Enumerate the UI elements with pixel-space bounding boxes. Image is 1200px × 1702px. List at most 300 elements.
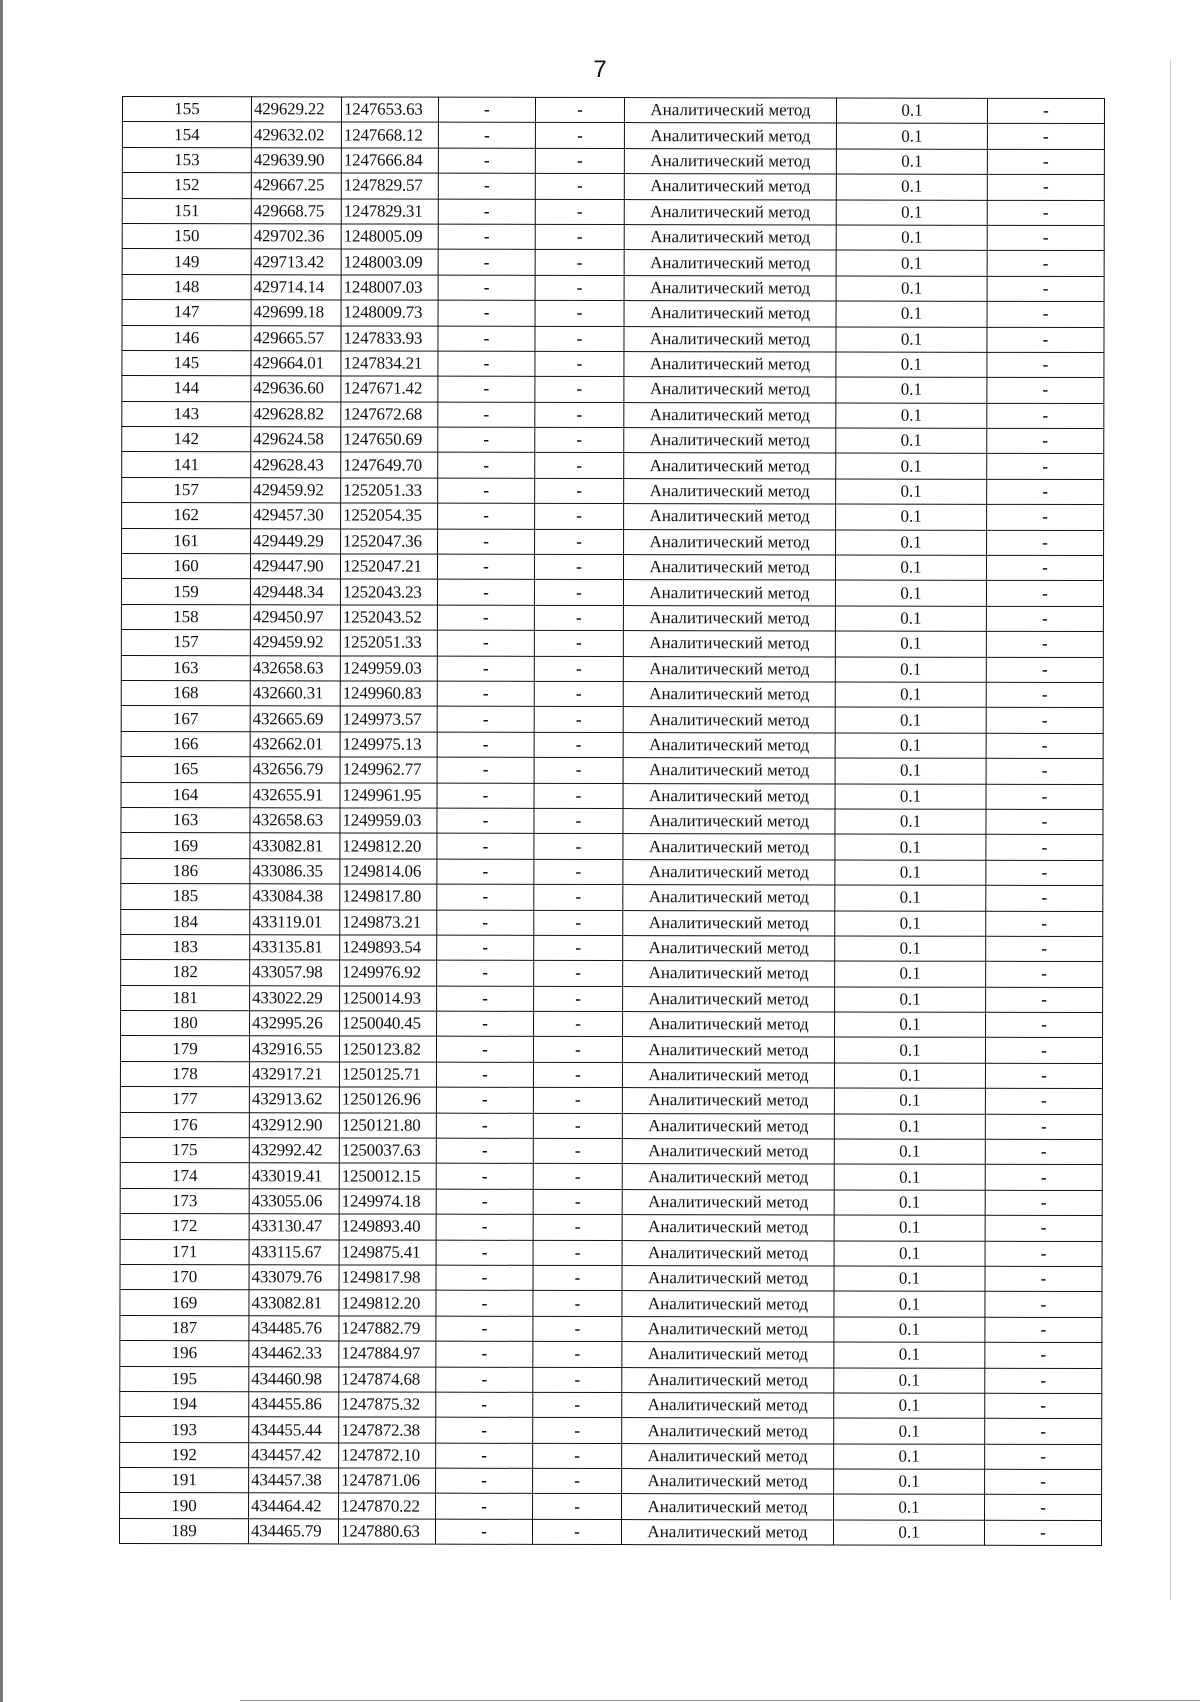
table-row <box>120 1087 1102 1114</box>
point-number-cell: 187 <box>120 1315 249 1341</box>
method-cell: Аналитический метод <box>623 859 835 885</box>
dash-cell: - <box>535 148 624 174</box>
x-coordinate-cell: 432665.69 <box>250 706 340 732</box>
method-cell: Аналитический метод <box>624 504 836 530</box>
table-row <box>121 731 1103 758</box>
method-cell: Аналитический метод <box>624 478 836 504</box>
table-row <box>120 1264 1102 1291</box>
accuracy-cell: 0.1 <box>834 1215 985 1241</box>
dash-cell: - <box>436 1189 533 1215</box>
point-number-cell: 175 <box>120 1138 249 1164</box>
y-coordinate-cell: 1247650.69 <box>341 427 438 453</box>
y-coordinate-cell: 1252051.33 <box>341 478 438 504</box>
y-coordinate-cell: 1249975.13 <box>340 732 437 758</box>
x-coordinate-cell: 433057.98 <box>250 960 340 986</box>
x-coordinate-cell: 432995.26 <box>250 1011 340 1037</box>
dash-cell: - <box>987 276 1104 302</box>
method-cell: Аналитический метод <box>622 1240 834 1266</box>
x-coordinate-cell: 432913.62 <box>249 1087 339 1113</box>
dash-cell: - <box>985 1089 1102 1115</box>
accuracy-cell: 0.1 <box>836 403 987 429</box>
y-coordinate-cell: 1249959.03 <box>340 656 437 682</box>
dash-cell: - <box>436 1164 533 1190</box>
point-number-cell: 172 <box>120 1214 249 1240</box>
y-coordinate-cell: 1250012.15 <box>339 1163 436 1189</box>
dash-cell: - <box>436 1494 533 1520</box>
dash-cell: - <box>534 808 623 834</box>
x-coordinate-cell: 429459.92 <box>250 630 340 656</box>
table-row <box>122 401 1104 428</box>
dash-cell: - <box>438 224 535 250</box>
dash-cell: - <box>438 173 535 199</box>
accuracy-cell: 0.1 <box>834 1494 985 1520</box>
dash-cell: - <box>534 834 623 860</box>
x-coordinate-cell: 429664.01 <box>251 351 341 377</box>
y-coordinate-cell: 1249817.98 <box>339 1265 436 1291</box>
table-row <box>122 97 1104 124</box>
y-coordinate-cell: 1247653.63 <box>341 97 438 123</box>
y-coordinate-cell: 1247875.32 <box>339 1392 436 1418</box>
accuracy-cell: 0.1 <box>833 1520 984 1546</box>
dash-cell: - <box>985 1114 1102 1140</box>
table-row <box>120 1188 1102 1215</box>
table-row <box>122 477 1104 504</box>
table-row <box>120 1239 1102 1266</box>
x-coordinate-cell: 429628.43 <box>251 452 341 478</box>
dash-cell: - <box>533 1088 622 1114</box>
dash-cell: - <box>986 733 1103 759</box>
method-cell: Аналитический метод <box>622 1494 834 1520</box>
dash-cell: - <box>438 402 535 428</box>
method-cell: Аналитический метод <box>622 1469 834 1495</box>
method-cell: Аналитический метод <box>624 529 836 555</box>
method-cell: Аналитический метод <box>624 453 836 479</box>
x-coordinate-cell: 429713.42 <box>251 249 341 275</box>
dash-cell: - <box>986 581 1103 607</box>
x-coordinate-cell: 433079.76 <box>249 1265 339 1291</box>
dash-cell: - <box>986 758 1103 784</box>
x-coordinate-cell: 429639.90 <box>251 148 341 174</box>
y-coordinate-cell: 1249817.80 <box>340 884 437 910</box>
page-edge-right <box>1170 60 1171 1600</box>
method-cell: Аналитический метод <box>624 326 836 352</box>
y-coordinate-cell: 1248003.09 <box>341 249 438 275</box>
table-row <box>122 452 1104 479</box>
dash-cell: - <box>437 554 534 580</box>
accuracy-cell: 0.1 <box>835 784 986 810</box>
dash-cell: - <box>437 808 534 834</box>
table-row <box>122 427 1104 454</box>
method-cell: Аналитический метод <box>623 682 835 708</box>
x-coordinate-cell: 434462.33 <box>249 1341 339 1367</box>
accuracy-cell: 0.1 <box>835 733 986 759</box>
dash-cell: - <box>438 123 535 149</box>
page-edge-bottom <box>240 1700 1200 1701</box>
y-coordinate-cell: 1252054.35 <box>341 503 438 529</box>
dash-cell: - <box>436 1240 533 1266</box>
dash-cell: - <box>533 1291 622 1317</box>
y-coordinate-cell: 1248005.09 <box>341 224 438 250</box>
accuracy-cell: 0.1 <box>835 682 986 708</box>
point-number-cell: 193 <box>120 1417 249 1443</box>
dash-cell: - <box>535 529 624 555</box>
dash-cell: - <box>984 1520 1101 1546</box>
table-row <box>120 1036 1102 1063</box>
x-coordinate-cell: 433115.67 <box>249 1239 339 1265</box>
dash-cell: - <box>438 453 535 479</box>
dash-cell: - <box>986 987 1103 1013</box>
x-coordinate-cell: 432916.55 <box>249 1036 339 1062</box>
accuracy-cell: 0.1 <box>835 580 986 606</box>
point-number-cell: 142 <box>122 427 251 453</box>
method-cell: Аналитический метод <box>622 1113 834 1139</box>
dash-cell: - <box>535 351 624 377</box>
point-number-cell: 185 <box>121 884 250 910</box>
y-coordinate-cell: 1249893.54 <box>340 935 437 961</box>
page-number: 7 <box>593 56 607 83</box>
dash-cell: - <box>436 1113 533 1139</box>
dash-cell: - <box>533 1240 622 1266</box>
table-row <box>121 680 1103 707</box>
x-coordinate-cell: 432662.01 <box>250 732 340 758</box>
accuracy-cell: 0.1 <box>835 555 986 581</box>
table-row <box>121 884 1103 911</box>
y-coordinate-cell: 1249873.21 <box>340 909 437 935</box>
accuracy-cell: 0.1 <box>836 225 987 251</box>
accuracy-cell: 0.1 <box>836 250 987 276</box>
dash-cell: - <box>533 1113 622 1139</box>
method-cell: Аналитический метод <box>622 1088 834 1114</box>
x-coordinate-cell: 429702.36 <box>251 224 341 250</box>
x-coordinate-cell: 432912.90 <box>249 1112 339 1138</box>
accuracy-cell: 0.1 <box>835 834 986 860</box>
table-row <box>122 198 1104 225</box>
dash-cell: - <box>985 1241 1102 1267</box>
dash-cell: - <box>987 403 1104 429</box>
x-coordinate-cell: 433130.47 <box>249 1214 339 1240</box>
method-cell: Аналитический метод <box>622 1266 834 1292</box>
method-cell: Аналитический метод <box>622 1443 834 1469</box>
dash-cell: - <box>986 911 1103 937</box>
point-number-cell: 143 <box>122 401 251 427</box>
table-row <box>122 122 1104 149</box>
accuracy-cell: 0.1 <box>834 1114 985 1140</box>
accuracy-cell: 0.1 <box>834 1291 985 1317</box>
table-row <box>122 274 1104 301</box>
point-number-cell: 146 <box>122 325 251 351</box>
point-number-cell: 169 <box>121 833 250 859</box>
dash-cell: - <box>437 960 534 986</box>
dash-cell: - <box>437 757 534 783</box>
dash-cell: - <box>986 860 1103 886</box>
accuracy-cell: 0.1 <box>834 1088 985 1114</box>
accuracy-cell: 0.1 <box>835 631 986 657</box>
point-number-cell: 162 <box>122 503 251 529</box>
point-number-cell: 173 <box>120 1188 249 1214</box>
dash-cell: - <box>437 1011 534 1037</box>
accuracy-cell: 0.1 <box>836 301 987 327</box>
y-coordinate-cell: 1249812.20 <box>340 833 437 859</box>
dash-cell: - <box>534 758 623 784</box>
x-coordinate-cell: 434455.44 <box>249 1417 339 1443</box>
method-cell: Аналитический метод <box>623 732 835 758</box>
table-row <box>120 1112 1102 1139</box>
accuracy-cell: 0.1 <box>835 860 986 886</box>
dash-cell: - <box>438 300 535 326</box>
method-cell: Аналитический метод <box>623 656 835 682</box>
method-cell: Аналитический метод <box>621 1519 833 1545</box>
dash-cell: - <box>987 479 1104 505</box>
y-coordinate-cell: 1249960.83 <box>340 681 437 707</box>
y-coordinate-cell: 1247870.22 <box>339 1493 436 1519</box>
point-number-cell: 181 <box>121 985 250 1011</box>
table-row <box>121 858 1103 885</box>
method-cell: Аналитический метод <box>623 1012 835 1038</box>
dash-cell: - <box>437 884 534 910</box>
accuracy-cell: 0.1 <box>836 200 987 226</box>
method-cell: Аналитический метод <box>622 1139 834 1165</box>
table-row <box>121 960 1103 987</box>
dash-cell: - <box>987 454 1104 480</box>
dash-cell: - <box>437 630 534 656</box>
accuracy-cell: 0.1 <box>836 352 987 378</box>
accuracy-cell: 0.1 <box>836 327 987 353</box>
accuracy-cell: 0.1 <box>834 1241 985 1267</box>
dash-cell: - <box>534 859 623 885</box>
dash-cell: - <box>987 378 1104 404</box>
table-row <box>122 249 1104 276</box>
dash-cell: - <box>436 1265 533 1291</box>
x-coordinate-cell: 432660.31 <box>250 681 340 707</box>
dash-cell: - <box>533 1316 622 1342</box>
method-cell: Аналитический метод <box>624 98 836 124</box>
table-row <box>120 1417 1102 1444</box>
accuracy-cell: 0.1 <box>835 885 986 911</box>
x-coordinate-cell: 433086.35 <box>250 858 340 884</box>
y-coordinate-cell: 1247871.06 <box>339 1468 436 1494</box>
dash-cell: - <box>987 352 1104 378</box>
table-body <box>119 97 1104 1546</box>
method-cell: Аналитический метод <box>622 1418 834 1444</box>
dash-cell: - <box>985 1495 1102 1521</box>
table-row <box>119 1518 1101 1545</box>
y-coordinate-cell: 1252043.23 <box>340 579 437 605</box>
dash-cell: - <box>987 251 1104 277</box>
dash-cell: - <box>987 124 1104 150</box>
dash-cell: - <box>437 833 534 859</box>
y-coordinate-cell: 1249962.77 <box>340 757 437 783</box>
dash-cell: - <box>986 555 1103 581</box>
dash-cell: - <box>533 1164 622 1190</box>
table-row <box>120 1163 1102 1190</box>
dash-cell: - <box>534 910 623 936</box>
y-coordinate-cell: 1250014.93 <box>340 986 437 1012</box>
point-number-cell: 167 <box>121 706 250 732</box>
y-coordinate-cell: 1247872.10 <box>339 1443 436 1469</box>
method-cell: Аналитический метод <box>624 199 836 225</box>
dash-cell: - <box>438 376 535 402</box>
accuracy-cell: 0.1 <box>834 1139 985 1165</box>
dash-cell: - <box>534 631 623 657</box>
table-row <box>121 934 1103 961</box>
x-coordinate-cell: 432992.42 <box>249 1138 339 1164</box>
x-coordinate-cell: 429699.18 <box>251 300 341 326</box>
dash-cell: - <box>534 580 623 606</box>
table-row <box>120 1214 1102 1241</box>
dash-cell: - <box>436 1367 533 1393</box>
x-coordinate-cell: 432655.91 <box>250 782 340 808</box>
method-cell: Аналитический метод <box>624 225 836 251</box>
method-cell: Аналитический метод <box>623 758 835 784</box>
point-number-cell: 152 <box>122 173 251 199</box>
dash-cell: - <box>437 656 534 682</box>
table-row <box>120 1391 1102 1418</box>
y-coordinate-cell: 1252043.52 <box>340 605 437 631</box>
point-number-cell: 177 <box>120 1087 249 1113</box>
point-number-cell: 186 <box>121 858 250 884</box>
y-coordinate-cell: 1249961.95 <box>340 783 437 809</box>
point-number-cell: 178 <box>120 1061 249 1087</box>
dash-cell: - <box>986 682 1103 708</box>
y-coordinate-cell: 1247671.42 <box>341 376 438 402</box>
y-coordinate-cell: 1247874.68 <box>339 1366 436 1392</box>
accuracy-cell: 0.1 <box>836 98 987 124</box>
table-row <box>121 579 1103 606</box>
table-row <box>121 604 1103 631</box>
table-row <box>121 1011 1103 1038</box>
y-coordinate-cell: 1249974.18 <box>339 1189 436 1215</box>
point-number-cell: 183 <box>121 934 250 960</box>
method-cell: Аналитический метод <box>624 402 836 428</box>
dash-cell: - <box>534 961 623 987</box>
method-cell: Аналитический метод <box>622 1342 834 1368</box>
point-number-cell: 191 <box>120 1468 249 1494</box>
y-coordinate-cell: 1247882.79 <box>339 1316 436 1342</box>
dash-cell: - <box>986 606 1103 632</box>
x-coordinate-cell: 429665.57 <box>251 325 341 351</box>
accuracy-cell: 0.1 <box>836 504 987 530</box>
dash-cell: - <box>533 1494 622 1520</box>
y-coordinate-cell: 1247880.63 <box>338 1519 435 1545</box>
dash-cell: - <box>436 1316 533 1342</box>
x-coordinate-cell: 433022.29 <box>250 985 340 1011</box>
y-coordinate-cell: 1247872.38 <box>339 1417 436 1443</box>
y-coordinate-cell: 1250125.71 <box>339 1062 436 1088</box>
method-cell: Аналитический метод <box>624 123 836 149</box>
y-coordinate-cell: 1247829.31 <box>341 199 438 225</box>
dash-cell: - <box>533 1342 622 1368</box>
accuracy-cell: 0.1 <box>834 1368 985 1394</box>
method-cell: Аналитический метод <box>624 351 836 377</box>
method-cell: Аналитический метод <box>623 986 835 1012</box>
table-row <box>120 1315 1102 1342</box>
accuracy-cell: 0.1 <box>834 1393 985 1419</box>
dash-cell: - <box>986 885 1103 911</box>
point-number-cell: 174 <box>120 1163 249 1189</box>
method-cell: Аналитический метод <box>623 808 835 834</box>
dash-cell: - <box>535 504 624 530</box>
accuracy-cell: 0.1 <box>835 936 986 962</box>
point-number-cell: 170 <box>120 1264 249 1290</box>
dash-cell: - <box>986 632 1103 658</box>
dash-cell: - <box>535 377 624 403</box>
x-coordinate-cell: 433135.81 <box>250 935 340 961</box>
x-coordinate-cell: 434464.42 <box>249 1493 339 1519</box>
accuracy-cell: 0.1 <box>836 479 987 505</box>
x-coordinate-cell: 434455.86 <box>249 1392 339 1418</box>
dash-cell: - <box>985 1368 1102 1394</box>
accuracy-cell: 0.1 <box>836 174 987 200</box>
table-row <box>122 325 1104 352</box>
method-cell: Аналитический метод <box>623 631 835 657</box>
table-row <box>120 1493 1102 1520</box>
dash-cell: - <box>535 402 624 428</box>
dash-cell: - <box>986 962 1103 988</box>
dash-cell: - <box>436 1443 533 1469</box>
y-coordinate-cell: 1250037.63 <box>339 1138 436 1164</box>
dash-cell: - <box>985 1444 1102 1470</box>
dash-cell: - <box>437 605 534 631</box>
y-coordinate-cell: 1250126.96 <box>339 1087 436 1113</box>
dash-cell: - <box>987 200 1104 226</box>
method-cell: Аналитический метод <box>624 377 836 403</box>
dash-cell: - <box>437 986 534 1012</box>
table-row <box>121 833 1103 860</box>
dash-cell: - <box>532 1519 621 1545</box>
dash-cell: - <box>535 427 624 453</box>
method-cell: Аналитический метод <box>624 250 836 276</box>
point-number-cell: 184 <box>121 909 250 935</box>
method-cell: Аналитический метод <box>624 148 836 174</box>
dash-cell: - <box>534 732 623 758</box>
dash-cell: - <box>436 1291 533 1317</box>
method-cell: Аналитический метод <box>623 834 835 860</box>
accuracy-cell: 0.1 <box>836 149 987 175</box>
point-number-cell: 157 <box>122 477 251 503</box>
dash-cell: - <box>985 1139 1102 1165</box>
dash-cell: - <box>987 301 1104 327</box>
point-number-cell: 195 <box>120 1366 249 1392</box>
method-cell: Аналитический метод <box>622 1164 834 1190</box>
x-coordinate-cell: 433082.81 <box>249 1290 339 1316</box>
y-coordinate-cell: 1252047.21 <box>340 554 437 580</box>
dash-cell: - <box>534 884 623 910</box>
table-row <box>122 376 1104 403</box>
table-row <box>120 1341 1102 1368</box>
table-row <box>121 706 1103 733</box>
dash-cell: - <box>535 453 624 479</box>
accuracy-cell: 0.1 <box>834 1266 985 1292</box>
dash-cell: - <box>985 1063 1102 1089</box>
dash-cell: - <box>985 1469 1102 1495</box>
method-cell: Аналитический метод <box>624 428 836 454</box>
dash-cell: - <box>436 1417 533 1443</box>
point-number-cell: 180 <box>121 1011 250 1037</box>
y-coordinate-cell: 1250121.80 <box>339 1113 436 1139</box>
y-coordinate-cell: 1247672.68 <box>341 402 438 428</box>
table-row <box>121 554 1103 581</box>
dash-cell: - <box>437 707 534 733</box>
point-number-cell: 192 <box>120 1442 249 1468</box>
dash-cell: - <box>986 657 1103 683</box>
x-coordinate-cell: 429628.82 <box>251 401 341 427</box>
table-row <box>122 173 1104 200</box>
method-cell: Аналитический метод <box>622 1215 834 1241</box>
dash-cell: - <box>985 1292 1102 1318</box>
y-coordinate-cell: 1252047.36 <box>341 529 438 555</box>
dash-cell: - <box>534 1011 623 1037</box>
dash-cell: - <box>437 859 534 885</box>
